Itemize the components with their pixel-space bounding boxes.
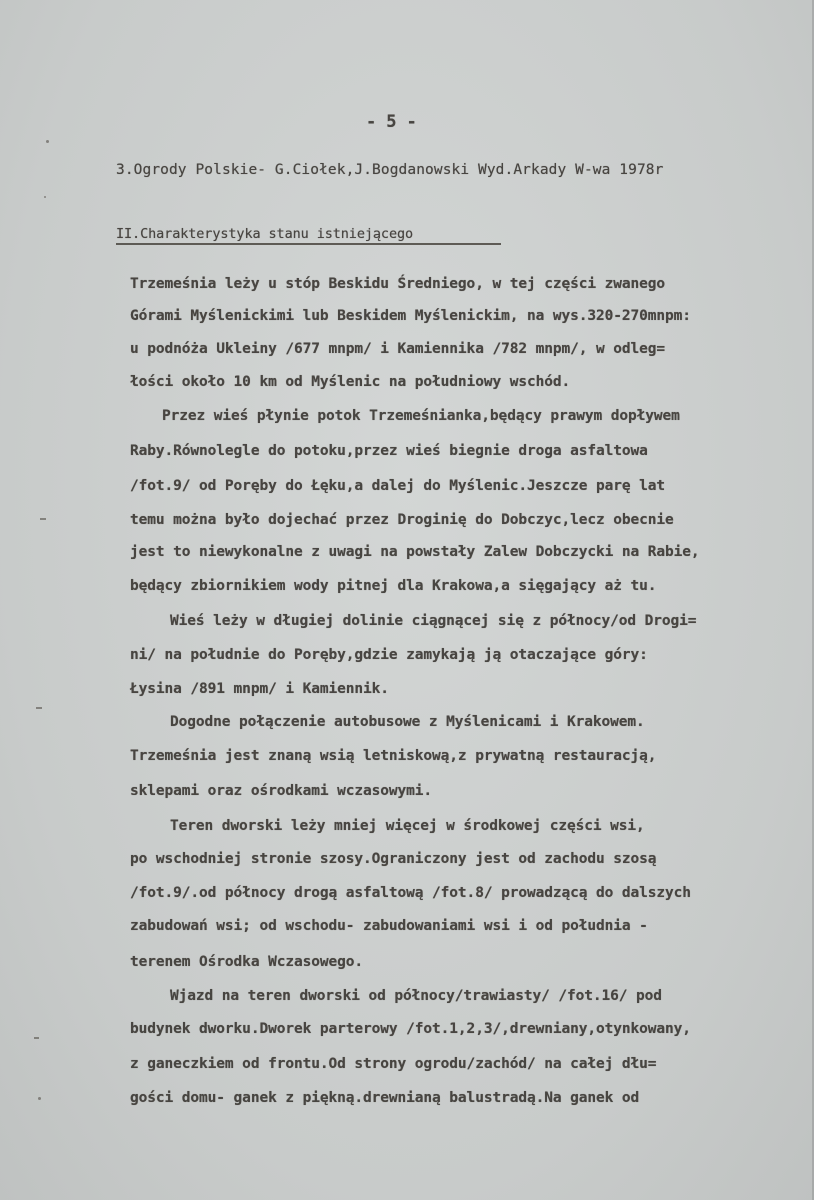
margin-speck bbox=[34, 1037, 39, 1039]
body-line: Trzemeśnia leży u stóp Beskidu Średniego, w tej części zwanego bbox=[130, 276, 666, 292]
body-line: Przez wieś płynie potok Trzemeśnianka,będący prawym dopływem bbox=[162, 408, 680, 424]
body-line: zabudowań wsi; od wschodu- zabudowaniami wsi i od południa - bbox=[130, 918, 648, 934]
body-line: u podnóża Ukleiny /677 mnpm/ i Kamiennika /782 mnpm/, w odleg= bbox=[130, 341, 666, 357]
body-line: gości domu- ganek z piękną.drewnianą balustradą.Na ganek od bbox=[130, 1090, 640, 1106]
margin-speck bbox=[40, 518, 46, 520]
heading-underline bbox=[116, 243, 501, 245]
body-line: Trzemeśnia jest znaną wsią letniskową,z prywatną restauracją, bbox=[130, 748, 657, 764]
section-heading: II.Charakterystyka stanu istniejącego bbox=[116, 226, 414, 242]
body-line: budynek dworku.Dworek parterowy /fot.1,2,3/,drewniany,otynkowany, bbox=[130, 1021, 691, 1037]
body-line: Teren dworski leży mniej więcej w środkowej części wsi, bbox=[170, 818, 645, 834]
body-line: Wjazd na teren dworski od północy/trawiasty/ /fot.16/ pod bbox=[170, 988, 662, 1004]
body-line: Wieś leży w długiej dolinie ciągnącej się z północy/od Drogi= bbox=[170, 613, 697, 629]
body-line: łości około 10 km od Myślenic na południowy wschód. bbox=[130, 374, 571, 390]
body-line: Łysina /891 mnpm/ i Kamiennik. bbox=[130, 681, 389, 697]
page-number: - 5 - bbox=[366, 112, 417, 132]
body-line: /fot.9/ od Poręby do Łęku,a dalej do Myślenic.Jeszcze parę lat bbox=[130, 478, 666, 494]
body-line: będący zbiornikiem wody pitnej dla Krakowa,a sięgający aż tu. bbox=[130, 578, 657, 594]
body-line: sklepami oraz ośrodkami wczasowymi. bbox=[130, 783, 433, 799]
bibliography-reference: 3.Ogrody Polskie- G.Ciołek,J.Bogdanowski Wyd.Arkady W-wa 1978r bbox=[116, 162, 664, 178]
body-line: /fot.9/.od północy drogą asfaltową /fot.8/ prowadzącą do dalszych bbox=[130, 885, 691, 901]
body-line: z ganeczkiem od frontu.Od strony ogrodu/zachód/ na całej dłu= bbox=[130, 1056, 657, 1072]
margin-speck bbox=[36, 707, 42, 709]
body-line: ni/ na południe do Poręby,gdzie zamykają ją otaczające góry: bbox=[130, 647, 648, 663]
body-line: terenem Ośrodka Wczasowego. bbox=[130, 954, 364, 970]
body-line: Górami Myślenickimi lub Beskidem Myślenickim, na wys.320-270mnpm: bbox=[130, 308, 691, 324]
body-line: temu można było dojechać przez Droginię do Dobczyc,lecz obecnie bbox=[130, 512, 674, 528]
body-line: Dogodne połączenie autobusowe z Myślenicami i Krakowem. bbox=[170, 714, 645, 730]
margin-speck bbox=[44, 196, 46, 198]
body-line: Raby.Równolegle do potoku,przez wieś biegnie droga asfaltowa bbox=[130, 443, 648, 459]
body-line: jest to niewykonalne z uwagi na powstały Zalew Dobczycki na Rabie, bbox=[130, 544, 700, 560]
margin-speck bbox=[46, 140, 49, 143]
body-line: po wschodniej stronie szosy.Ograniczony jest od zachodu szosą bbox=[130, 851, 657, 867]
margin-speck bbox=[38, 1097, 41, 1100]
